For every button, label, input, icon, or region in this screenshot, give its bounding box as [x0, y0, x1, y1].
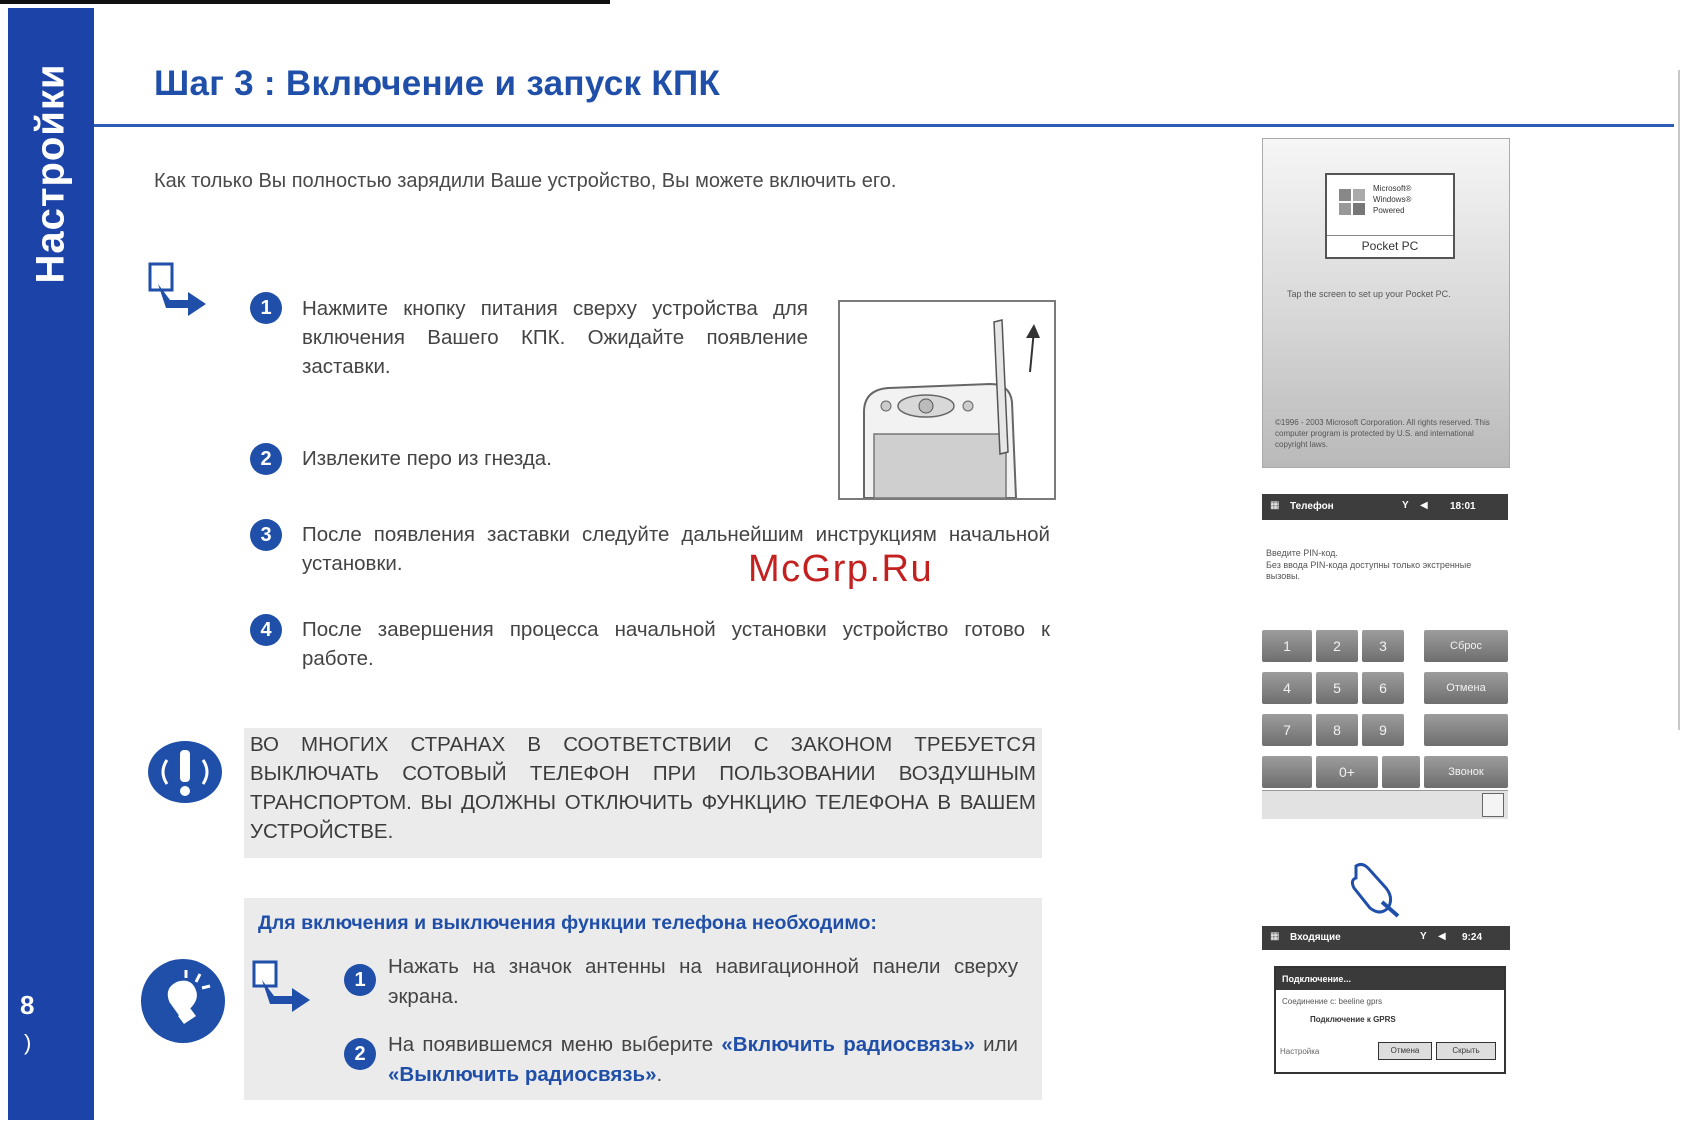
page-number: 8 — [20, 990, 35, 1020]
dialog-line-1: Соединение с: beeline gprs — [1282, 997, 1383, 1006]
key-reset[interactable]: Сброс — [1424, 630, 1508, 662]
antenna-icon: Y — [1402, 500, 1409, 511]
tip-step-2-end: . — [656, 1063, 663, 1086]
sidebar-title-text: Настройки — [28, 62, 73, 284]
pocket-pc-label: Pocket PC — [1327, 235, 1453, 253]
splash-tap-text: Tap the screen to set up your Pocket PC. — [1287, 289, 1451, 299]
dialog-cancel-button[interactable]: Отмена — [1378, 1042, 1432, 1060]
key-3[interactable]: 3 — [1362, 630, 1404, 662]
key-blank-mid[interactable] — [1382, 756, 1420, 788]
key-5[interactable]: 5 — [1316, 672, 1358, 704]
step-1-text: Нажмите кнопку питания сверху устройства для включения Вашего КПК. Ожидайте появление заставки. — [302, 297, 808, 378]
key-4[interactable]: 4 — [1262, 672, 1312, 704]
option-enable-radio: «Включить радиосвязь» — [721, 1033, 975, 1056]
pda-stylus-drawing — [840, 302, 1054, 498]
dialog-settings-link[interactable]: Настройка — [1280, 1047, 1320, 1056]
step-3-number: 3 — [250, 519, 282, 551]
phone-title: Телефон — [1290, 501, 1334, 512]
lightbulb-icon — [140, 958, 226, 1044]
pin-prompt-1: Введите PIN-код. — [1266, 548, 1338, 558]
step-2-number: 2 — [250, 443, 282, 475]
windows-flag-icon — [1337, 187, 1367, 217]
step-3-text: После появления заставки следуйте дальнейшим инструкциям начальной установки. — [302, 523, 1050, 575]
key-call[interactable]: Звонок — [1424, 756, 1508, 788]
warning-text: ВО МНОГИХ СТРАНАХ В СООТВЕТСТВИИ С ЗАКОНОМ ТРЕБУЕТСЯ ВЫКЛЮЧАТЬ СОТОВЫЙ ТЕЛЕФОН ПРИ ПОЛЬЗОВАНИИ ВОЗДУШНЫМ ТРАНСПОРТОМ. ВЫ ДОЛЖНЫ ОТКЛЮЧИТЬ ФУНКЦИЮ ТЕЛЕФОНА В ВАШЕМ УСТРОЙСТВЕ. — [250, 733, 1036, 843]
tip-step-2-pre: На появившемся меню выберите — [388, 1033, 722, 1056]
page-edge-line — [1678, 70, 1680, 730]
connect-screenshot — [1262, 924, 1510, 1074]
keyboard-icon[interactable] — [1482, 793, 1504, 817]
step-4-number: 4 — [250, 614, 282, 646]
windows-logo-box — [1325, 173, 1455, 259]
pin-prompt-2: Без ввода PIN-кода доступны только экстренные вызовы. — [1266, 560, 1472, 581]
key-blank-left[interactable] — [1262, 756, 1312, 788]
start-flag-icon-2: ▦ — [1270, 931, 1280, 942]
phone-bottom-bar — [1262, 790, 1508, 819]
tip-step-1-text: Нажать на значок антенны на навигационной панели сверху экрана. — [388, 955, 1018, 1008]
step-pointer-icon — [148, 262, 212, 322]
page-title: Шаг 3 : Включение и запуск КПК — [154, 64, 721, 103]
dialog-line-2: Подключение к GPRS — [1310, 1015, 1396, 1024]
key-7[interactable]: 7 — [1262, 714, 1312, 746]
device-stylus-illustration — [838, 300, 1056, 500]
tip-step-1-number: 1 — [344, 964, 376, 996]
brand-line-3: Powered — [1373, 206, 1405, 215]
speaker-icon-2: ◀ — [1438, 931, 1446, 942]
dialog-title: Подключение... — [1276, 968, 1504, 990]
tip-title: Для включения и выключения функции телефона необходимо: — [258, 912, 877, 934]
tap-hand-icon — [1346, 858, 1406, 918]
sidebar-title — [8, 8, 94, 338]
connect-time: 9:24 — [1462, 932, 1483, 943]
warning-exclamation-icon — [147, 740, 223, 804]
key-cancel[interactable]: Отмена — [1424, 672, 1508, 704]
step-1-number: 1 — [250, 292, 282, 324]
tip-pointer-icon — [252, 960, 316, 1018]
phone-time: 18:01 — [1450, 501, 1476, 512]
tip-step-2-mid: или — [974, 1033, 1018, 1056]
key-2[interactable]: 2 — [1316, 630, 1358, 662]
key-8[interactable]: 8 — [1316, 714, 1358, 746]
step-4-text: После завершения процесса начальной установки устройство готово к работе. — [302, 618, 1050, 670]
connecting-dialog — [1274, 966, 1506, 1074]
key-9[interactable]: 9 — [1362, 714, 1404, 746]
speaker-icon: ◀ — [1420, 500, 1428, 511]
step-2-text: Извлеките перо из гнезда. — [302, 447, 552, 470]
brand-line-1: Microsoft® — [1373, 184, 1412, 193]
key-blank-right[interactable] — [1424, 714, 1508, 746]
tip-step-2-text — [388, 1030, 1018, 1090]
watermark: McGrp.Ru — [748, 548, 934, 590]
connect-titlebar — [1262, 926, 1510, 950]
dialog-hide-button[interactable]: Скрыть — [1436, 1042, 1496, 1060]
splash-screenshot — [1262, 138, 1510, 468]
key-6[interactable]: 6 — [1362, 672, 1404, 704]
tip-step-2-number: 2 — [344, 1038, 376, 1070]
top-rule — [0, 0, 610, 4]
key-1[interactable]: 1 — [1262, 630, 1312, 662]
brand-line-2: Windows® — [1373, 195, 1412, 204]
phone-pin-screenshot — [1262, 494, 1508, 824]
phone-titlebar — [1262, 494, 1508, 520]
heading-divider — [94, 124, 1674, 127]
splash-copyright: ©1996 - 2003 Microsoft Corporation. All rights reserved. This computer program is protected by U.S. and international copyright laws. — [1275, 418, 1490, 449]
option-disable-radio: «Выключить радиосвязь» — [388, 1063, 657, 1086]
page-paren: ) — [24, 1030, 32, 1055]
start-flag-icon: ▦ — [1270, 500, 1280, 511]
antenna-icon-2[interactable]: Y — [1420, 931, 1427, 942]
connect-title: Входящие — [1290, 932, 1341, 943]
key-0[interactable]: 0+ — [1316, 756, 1378, 788]
intro-text: Как только Вы полностью зарядили Ваше устройство, Вы можете включить его. — [154, 170, 897, 192]
